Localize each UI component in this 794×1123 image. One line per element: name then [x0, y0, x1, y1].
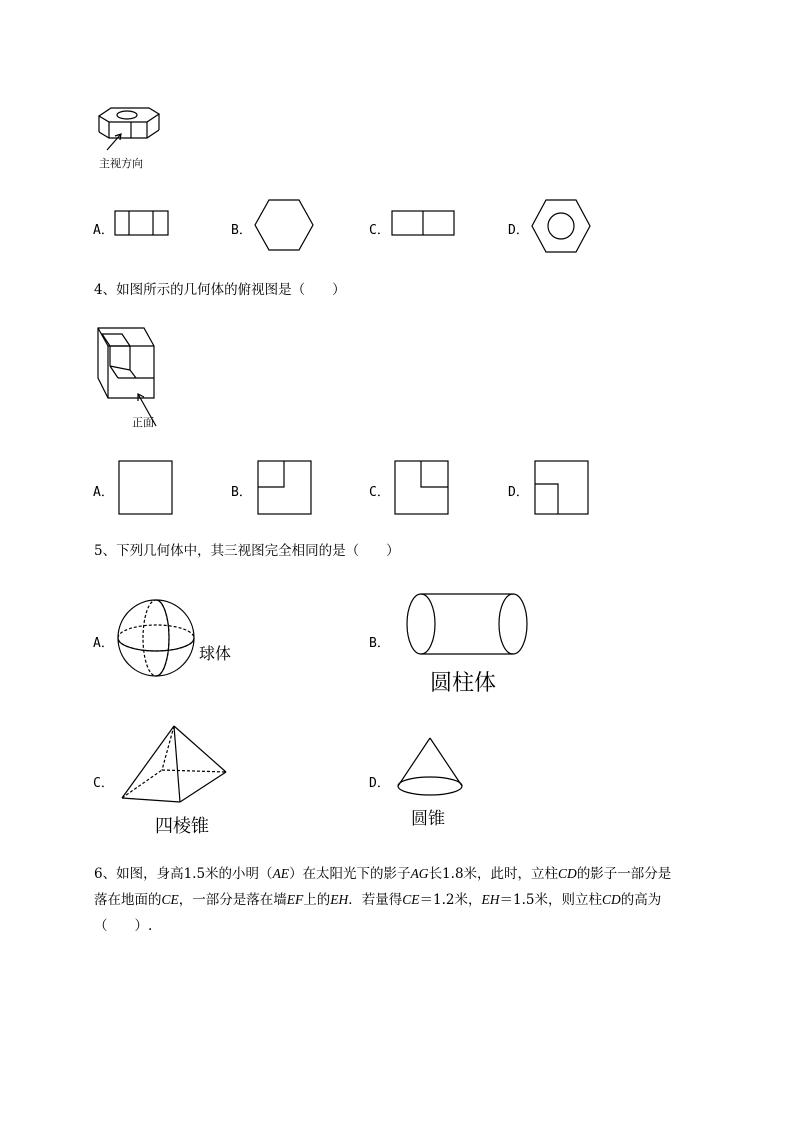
q4-option-c-square — [394, 460, 450, 516]
question-6-line-2: 落在地面的CE，一部分是落在墙EF上的EH．若量得CE＝1.2米，EH＝1.5米，则立柱CD的高为 — [94, 892, 662, 908]
front-caption: 正面 — [132, 416, 154, 429]
q5-cone-figure — [394, 734, 466, 800]
hex-nut-3d-figure — [95, 102, 165, 152]
q4-option-a-square — [118, 460, 174, 516]
q3-option-b-hexagon — [253, 198, 315, 252]
q5-option-d-label[interactable]: D． — [369, 776, 390, 791]
q4-option-d-square — [534, 460, 590, 516]
q5-option-a-label[interactable]: A． — [93, 636, 114, 651]
q3-option-d-label[interactable]: D． — [508, 223, 529, 238]
view-direction-caption: 主视方向 — [99, 157, 143, 170]
cone-label: 圆锥 — [411, 809, 445, 829]
question-4-text: 4、如图所示的几何体的俯视图是（ ） — [94, 282, 346, 298]
q5-pyramid-figure — [120, 722, 230, 806]
q5-option-b-label[interactable]: B． — [369, 636, 390, 651]
q5-cylinder-figure — [405, 592, 531, 658]
q3-option-c-label[interactable]: C． — [369, 223, 390, 238]
q4-option-c-label[interactable]: C． — [369, 485, 390, 500]
q3-option-a-figure — [114, 210, 170, 238]
q4-option-d-label[interactable]: D． — [508, 485, 529, 500]
question-5-text: 5、下列几何体中，其三视图完全相同的是（ ） — [94, 543, 400, 559]
q3-option-b-label[interactable]: B． — [231, 223, 252, 238]
question-6-line-3: （ ）. — [94, 918, 153, 934]
q4-option-b-square — [257, 460, 313, 516]
sphere-label: 球体 — [199, 644, 232, 663]
q3-option-c-figure — [391, 210, 457, 238]
q5-sphere-figure — [116, 598, 200, 682]
q5-option-c-label[interactable]: C． — [93, 776, 114, 791]
q4-option-a-label[interactable]: A． — [93, 485, 114, 500]
q4-option-b-label[interactable]: B． — [231, 485, 252, 500]
question-6-line-1: 6、如图，身高1.5米的小明（AE）在太阳光下的影子AG长1.8米，此时，立柱CD的影子一部分是 — [94, 866, 672, 882]
q3-option-a-label[interactable]: A． — [93, 223, 114, 238]
pyramid-label: 四棱锥 — [155, 816, 209, 837]
cylinder-label: 圆柱体 — [430, 671, 497, 696]
q3-option-d-hexagon-circle — [530, 198, 592, 254]
